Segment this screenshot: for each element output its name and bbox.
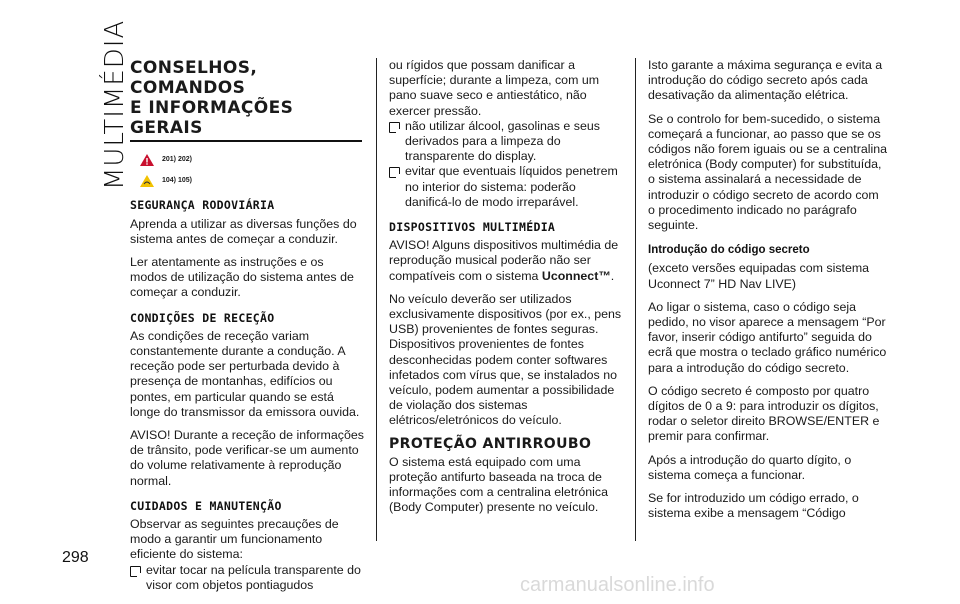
heading-line-1: CONSELHOS, COMANDOS: [130, 58, 258, 98]
bullet-text: não utilizar álcool, gasolinas e seus derivados para a limpeza do transparente do display.: [405, 118, 600, 164]
paragraph: No veículo deverão ser utilizados exclusivamente dispositivos (por ex., pens USB) provenientes de fontes seguras. Dispositivos provenientes de fontes desconhecidas podem conter softwares infetados com vírus que, se instalados no veículo, podem aumentar a possibilidade de violação dos sistemas elétricos/eletrónicos do veículo.: [389, 291, 622, 428]
bullet-item: [130, 563, 364, 593]
section-heading: [130, 58, 364, 138]
bullet-box-icon: [389, 167, 400, 178]
paragraph: O código secreto é composto por quatro dígitos de 0 a 9: para introduzir os dígitos, rodar o seletor direito BROWSE/ENTER e premir para confirmar.: [648, 383, 880, 444]
page-number: 298: [62, 549, 89, 566]
attention-triangle-icon: [140, 175, 154, 187]
paragraph: Observar as seguintes precauções de modo a garantir um funcionamento eficiente do sistema:: [130, 517, 339, 562]
column-divider: [376, 58, 377, 541]
paragraph: Ler atentamente as instruções e os modos de utilização do sistema antes de começar a conduzir.: [130, 255, 354, 300]
subheading-care-maintenance: CUIDADOS E MANUTENÇÃO: [130, 498, 282, 513]
paragraph: O sistema está equipado com uma proteção antifurto baseada na troca de informações com a centralina eletrónica (Body Computer) presente no veículo.: [389, 454, 609, 515]
heading-underline: [130, 140, 362, 142]
paragraph: AVISO! Durante a receção de informações de trânsito, pode verificar-se um aumento do volume relativamente à reprodução normal.: [130, 428, 364, 488]
paragraph: ou rígidos que possam danificar a superfície; durante a limpeza, com um pano suave seco e antiestático, não exercer pressão.: [389, 58, 600, 118]
attention-reference: [140, 173, 364, 188]
paragraph: Se o controlo for bem-sucedido, o sistema começará a funcionar, ao passo que se os códigos não forem iguais ou se a centralina eletrónica (Body computer) for substituída, o sistema assinalará a necessidade de introduzir o código secreto de acordo com o procedimento indicado no parágrafo seguinte.: [648, 111, 888, 233]
bullet-text: evitar que eventuais líquidos penetrem no interior do sistema: poderão danificá-lo de modo irreparável.: [405, 164, 618, 209]
subheading-road-safety: SEGURANÇA RODOVIÁRIA: [130, 198, 275, 213]
chapter-side-title: [70, 19, 130, 190]
column-2: [389, 58, 623, 524]
warning-reference: [140, 152, 364, 167]
paragraph: (exceto versões equipadas com sistema Uconnect 7” HD Nav LIVE): [648, 261, 870, 291]
bullet-item: [389, 164, 623, 210]
text-run: .: [610, 268, 615, 283]
section-heading-antitheft: PROTEÇÃO ANTIRROUBO: [389, 435, 592, 452]
column-3: [648, 58, 888, 529]
subheading-multimedia-devices: DISPOSITIVOS MULTIMÉDIA: [389, 220, 556, 235]
subheading-reception: CONDIÇÕES DE RECEÇÃO: [130, 310, 275, 325]
paragraph: Ao ligar o sistema, caso o código seja pedido, no visor aparece a mensagem “Por favor, inserir código antifurto” seguida do ecrã que mostra o teclado gráfico numérico para a introdução do código secreto.: [648, 299, 887, 375]
paragraph: [389, 238, 623, 284]
paragraph: Isto garante a máxima segurança e evita a introdução do código secreto após cada desativação da alimentação elétrica.: [648, 58, 883, 103]
warning-refs: 201) 202): [162, 156, 192, 163]
bullet-text: evitar tocar na película transparente do visor com objetos pontiagudos: [146, 562, 361, 592]
subheading-secret-code: Introdução do código secreto: [648, 244, 810, 257]
column-1: [130, 58, 364, 593]
text-run: AVISO! Alguns dispositivos multimédia de reprodução musical poderão não ser compatíveis com o sistema: [389, 238, 619, 283]
paragraph: Aprenda a utilizar as diversas funções do sistema antes de começar a conduzir.: [130, 216, 357, 246]
bullet-item: [389, 119, 623, 165]
chapter-title-text: MULTIMÉDIA: [100, 19, 130, 190]
uconnect-brand: Uconnect™: [541, 268, 611, 283]
bullet-box-icon: [389, 122, 400, 133]
bullet-box-icon: [130, 566, 141, 577]
heading-line-2: E INFORMAÇÕES GERAIS: [130, 98, 294, 138]
paragraph: Após a introdução do quarto dígito, o sistema começa a funcionar.: [648, 452, 852, 482]
attention-refs: 104) 105): [162, 177, 192, 185]
column-divider: [635, 58, 636, 541]
paragraph: As condições de receção variam constantemente durante a condução. A receção pode ser perturbada devido à presença de montanhas, edifícios ou pontes, em particular quando se está longe do transmissor da emissora ouvida.: [130, 328, 360, 419]
warning-triangle-icon: [140, 154, 154, 166]
paragraph: Se for introduzido um código errado, o sistema exibe a mensagem “Código: [648, 491, 859, 521]
watermark: carmanualsonline.info: [520, 574, 715, 596]
